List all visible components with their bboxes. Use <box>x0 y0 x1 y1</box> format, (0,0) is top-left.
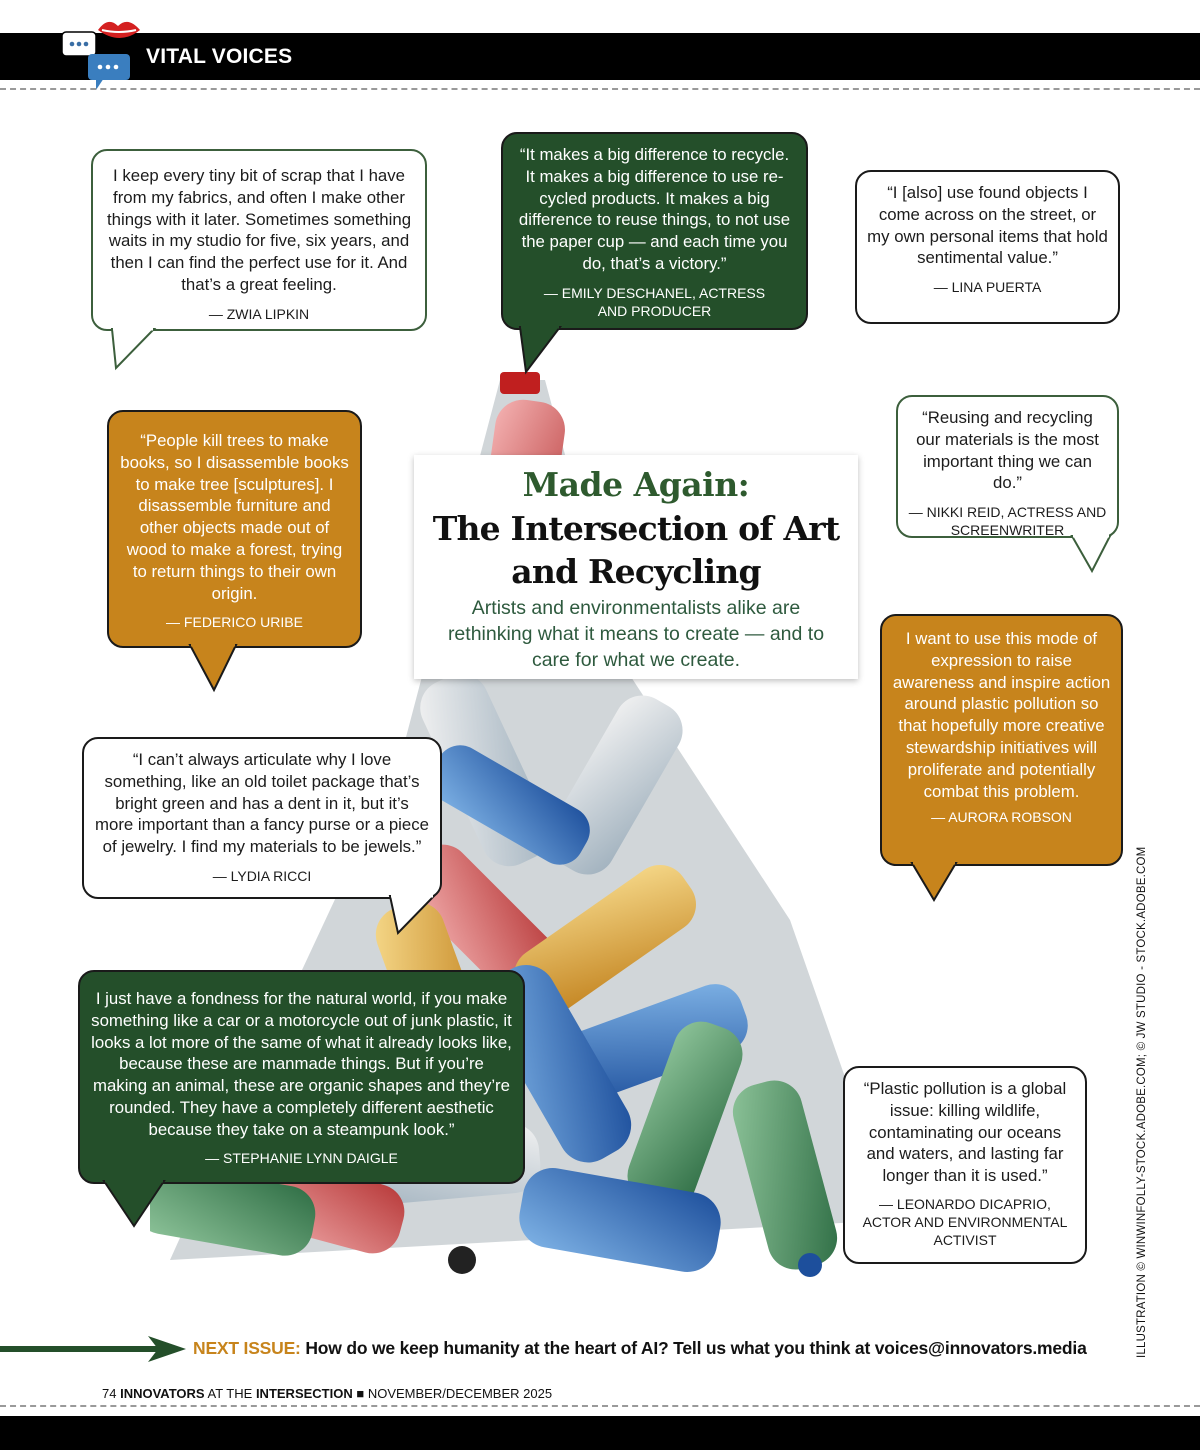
quote-bubble <box>896 395 1119 538</box>
article-subtitle: Artists and environmentalists alike are rethinking what it means to create — and to care for what we create. <box>447 597 825 671</box>
divider-bottom <box>0 1405 1200 1407</box>
magazine-name-part1: INNOVATORS <box>120 1386 205 1401</box>
square-bullet-icon: ■ <box>356 1386 365 1401</box>
speech-tail-icon <box>390 895 440 937</box>
title-line-1: Made Again: <box>522 465 750 504</box>
quote-bubble <box>91 149 427 331</box>
quote-text: “Plastic pollution is a global issue: killing wildlife, contaminating our oceans and waters, and lasting far longer than it is used.” <box>863 1079 1067 1186</box>
speech-tail-icon <box>520 326 570 374</box>
speech-tail-icon <box>912 862 962 902</box>
illustration-credit: ILLUSTRATION © WINWINFOLLY-STOCK.ADOBE.COM; © JW STUDIO - STOCK.ADOBE.COM <box>1136 846 1148 1358</box>
next-issue-label: NEXT ISSUE: <box>193 1338 301 1358</box>
quote-attribution: — AURORA ROBSON <box>931 809 1072 826</box>
quote-bubble <box>107 410 362 648</box>
section-title: VITAL VOICES <box>146 45 293 68</box>
page-number: 74 <box>102 1386 117 1401</box>
quote-bubble <box>880 614 1123 866</box>
speech-bubbles-lips-icon <box>58 18 148 94</box>
speech-tail-icon <box>112 328 162 370</box>
article-title-box <box>414 455 858 679</box>
quote-text: “Reusing and recycling our materials is the most important thing we can do.” <box>916 408 1099 493</box>
issue-date: NOVEMBER/DECEMBER 2025 <box>367 1386 553 1401</box>
quote-attribution: — EMILY DESCHANEL, ACTRESS AND PRODUCER <box>543 284 766 319</box>
quote-bubble <box>78 970 525 1184</box>
quote-bubble <box>501 132 808 330</box>
divider-top <box>0 88 1200 90</box>
quote-attribution: — LYDIA RICCI <box>212 867 312 884</box>
quote-text: “I [also] use found objects I come across on the street, or my own personal items that hold sentimental value.” <box>867 183 1108 268</box>
title-line-2: The Intersection of Art <box>432 509 840 548</box>
arrow-right-icon <box>0 1334 190 1364</box>
magazine-name-part2: AT THE <box>207 1386 253 1401</box>
speech-tail-icon <box>104 1180 168 1230</box>
title-line-3: and Recycling <box>511 552 761 591</box>
quote-text: “People kill trees to make books, so I disassemble books to make tree [sculptures]. I disassemble furniture and other objects made out of wood to make a forest, trying to return things to their own origin. <box>120 431 349 603</box>
quote-attribution: — NIKKI REID, ACTRESS AND SCREENWRITER <box>908 504 1107 539</box>
page-footer <box>102 1386 552 1401</box>
quote-bubble <box>82 737 442 899</box>
quote-attribution: — ZWIA LIPKIN <box>208 305 310 322</box>
quote-attribution: — FEDERICO URIBE <box>166 614 303 631</box>
footer-bar <box>0 1416 1200 1450</box>
quote-text: “I can’t always articulate why I love something, like an old toilet package that’s bright green and has a dent in it, but it’s more important than a fancy purse or a piece of jewelry. I find my materials to be jewels.” <box>95 750 429 857</box>
next-issue-line <box>193 1338 1087 1359</box>
quote-text: I just have a fondness for the natural world, if you make something like a car or a motorcycle out of junk plastic, it looks a lot more of the same of what it already looks like, because these are manmade things. But if you’re making an animal, these are organic shapes and they’re rounded. They have a completely different aesthetic because they take on a steampunk look.” <box>91 989 512 1139</box>
quote-text: “It makes a big difference to recycle. It makes a big difference to use re-cycled products. It makes a big difference to reuse things, to not use the paper cup — and each time you do, that’s a victory.” <box>518 145 791 273</box>
quote-bubble <box>855 170 1120 324</box>
speech-tail-icon <box>1072 535 1122 575</box>
magazine-name-part3: INTERSECTION <box>255 1386 353 1401</box>
speech-tail-icon <box>190 644 240 692</box>
quote-text: I want to use this mode of expression to raise awareness and inspire action around plastic pollution so that hopefully more creative stewardship initiatives will proliferate and potentially combat this problem. <box>892 629 1111 801</box>
quote-attribution: — LEONARDO DICAPRIO, ACTOR AND ENVIRONMENTAL ACTIVIST <box>862 1195 1068 1248</box>
next-issue-text: How do we keep humanity at the heart of AI? Tell us what you think at voices@innovators.media <box>305 1338 1087 1358</box>
quote-bubble <box>843 1066 1087 1264</box>
quote-attribution: — LINA PUERTA <box>933 279 1042 296</box>
quote-text: I keep every tiny bit of scrap that I have from my fabrics, and often I make other things with it later. Sometimes something waits in my studio for five, six years, and then I can find the perfect use for it. And that’s a great feeling. <box>106 166 412 294</box>
quote-attribution: — STEPHANIE LYNN DAIGLE <box>205 1149 398 1166</box>
